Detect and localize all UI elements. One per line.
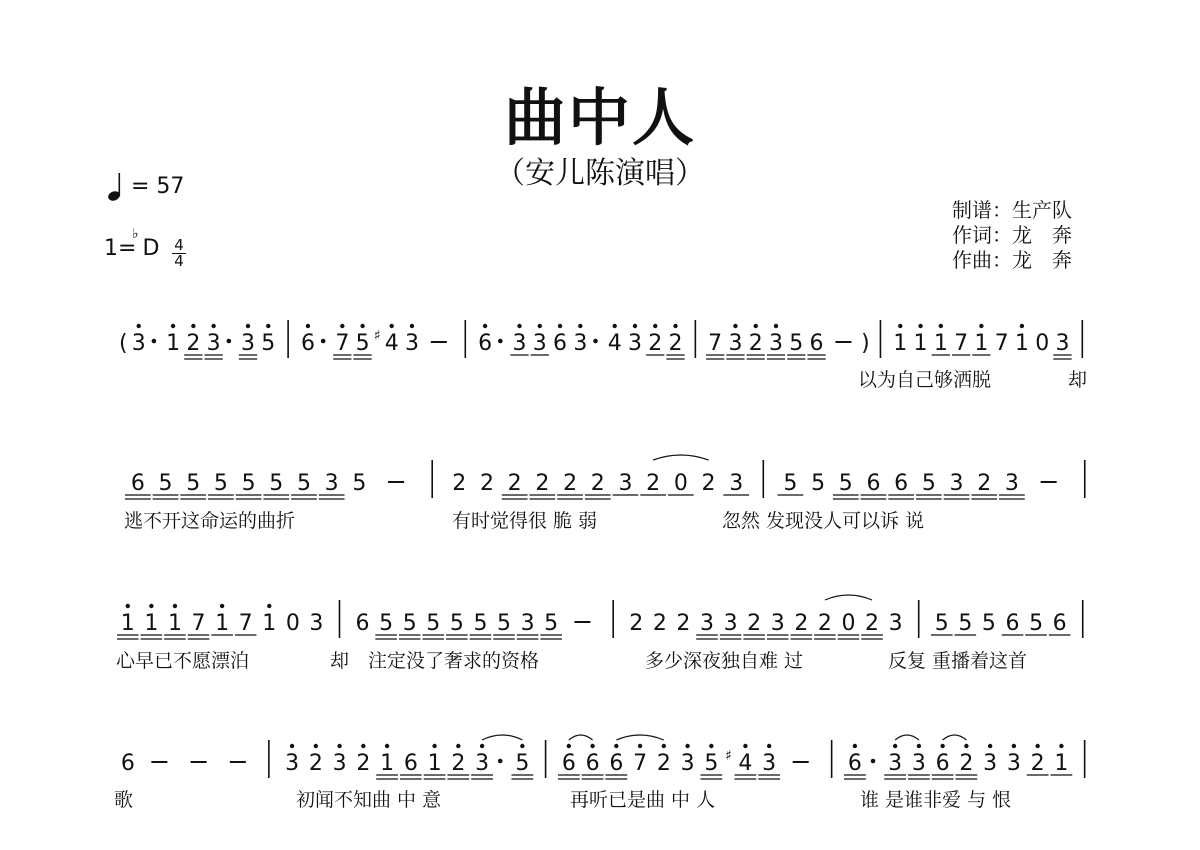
- augmentation-dot: [593, 339, 598, 344]
- note: 6: [403, 751, 418, 776]
- octave-dot: [389, 324, 393, 328]
- note: 2: [747, 611, 762, 636]
- note: 1: [933, 331, 948, 356]
- flat-icon: ♭: [132, 226, 139, 242]
- note: 2: [865, 611, 880, 636]
- octave-dot: [917, 744, 921, 748]
- lyric: 却: [330, 650, 350, 672]
- octave-dot: [360, 324, 364, 328]
- note: 6: [866, 471, 881, 496]
- octave-dot: [432, 744, 436, 748]
- lyric: 多少深夜独自难 过: [645, 650, 804, 672]
- note: 5: [838, 471, 853, 496]
- note: 3: [770, 611, 785, 636]
- octave-dot: [558, 324, 562, 328]
- note: 6: [300, 331, 315, 356]
- sharp-icon: ♯: [724, 748, 732, 764]
- note: 5: [213, 471, 228, 496]
- octave-dot: [893, 744, 897, 748]
- note: 3: [332, 751, 347, 776]
- note: 2: [676, 611, 691, 636]
- note: 6: [935, 751, 950, 776]
- note: 2: [668, 331, 683, 356]
- octave-dot: [191, 324, 195, 328]
- lyric: 有时觉得很 脆 弱: [452, 510, 598, 532]
- note: 2: [308, 751, 323, 776]
- lyric: 初闻不知曲 中 意: [296, 789, 442, 811]
- note: 7: [335, 331, 350, 356]
- paren: (: [118, 331, 128, 356]
- octave-dot: [853, 744, 857, 748]
- octave-dot: [266, 324, 270, 328]
- note: 2: [794, 611, 809, 636]
- note: 4: [384, 331, 399, 356]
- note: 2: [563, 471, 578, 496]
- note: 5: [158, 471, 173, 496]
- octave-dot: [685, 744, 689, 748]
- note: 3: [573, 331, 588, 356]
- note: 5: [379, 611, 394, 636]
- octave-dot: [306, 324, 310, 328]
- paren: ): [861, 331, 870, 356]
- lyric: 心早已不愿漂泊: [116, 650, 250, 672]
- octave-dot: [538, 324, 542, 328]
- note: 5: [352, 471, 367, 496]
- note: 0: [673, 471, 688, 496]
- note: 7: [708, 331, 723, 356]
- note: 2: [817, 611, 832, 636]
- augmentation-dot: [498, 759, 503, 764]
- note: 3: [723, 611, 738, 636]
- note: 5: [783, 471, 798, 496]
- note: 2: [590, 471, 605, 496]
- lyric: 再听已是曲 中 人: [570, 789, 716, 811]
- note: 5: [241, 471, 256, 496]
- note: 3: [627, 331, 642, 356]
- note: 7: [954, 331, 969, 356]
- note: 2: [629, 611, 644, 636]
- note: 1: [144, 611, 159, 636]
- lyric: 却: [1068, 369, 1088, 391]
- augmentation-dot: [227, 339, 232, 344]
- augmentation-dot: [871, 759, 876, 764]
- octave-dot: [337, 744, 341, 748]
- slur: [482, 735, 522, 740]
- note: 3: [206, 331, 221, 356]
- note: 1: [427, 751, 442, 776]
- note: 1: [893, 331, 908, 356]
- note: 1: [215, 611, 230, 636]
- slur: [943, 735, 967, 740]
- note: 5: [296, 471, 311, 496]
- octave-dot: [979, 324, 983, 328]
- meter-top: 4: [174, 236, 184, 254]
- note: 6: [1052, 611, 1067, 636]
- song-title: 曲中人: [503, 81, 696, 154]
- note: 2: [186, 331, 201, 356]
- octave-dot: [578, 324, 582, 328]
- note: 2: [507, 471, 522, 496]
- note: 3: [404, 331, 419, 356]
- note: 3: [241, 331, 256, 356]
- note: 2: [356, 751, 371, 776]
- note: 3: [512, 331, 527, 356]
- octave-dot: [1059, 744, 1063, 748]
- note: 3: [680, 751, 695, 776]
- credit-composer: 作曲：龙 奔: [952, 248, 1072, 272]
- note: 2: [648, 331, 663, 356]
- lyric: 忽然 发现没人可以诉 说: [722, 510, 925, 532]
- octave-dot: [898, 324, 902, 328]
- note: 2: [451, 751, 466, 776]
- note: 3: [520, 611, 535, 636]
- note: 6: [120, 751, 135, 776]
- octave-dot: [314, 744, 318, 748]
- note: 3: [888, 611, 903, 636]
- note: 5: [958, 611, 973, 636]
- note: 5: [269, 471, 284, 496]
- note: 6: [561, 751, 576, 776]
- note: 5: [402, 611, 417, 636]
- meter-bottom: 4: [172, 253, 186, 269]
- octave-dot: [767, 744, 771, 748]
- octave-dot: [211, 324, 215, 328]
- octave-dot: [653, 324, 657, 328]
- key-prefix: 1=: [104, 236, 137, 261]
- octave-dot: [385, 744, 389, 748]
- octave-dot: [939, 324, 943, 328]
- note: 7: [238, 611, 253, 636]
- note: 2: [646, 471, 661, 496]
- note: 6: [130, 471, 145, 496]
- sharp-icon: ♯: [373, 328, 381, 344]
- octave-dot: [567, 744, 571, 748]
- octave-dot: [126, 604, 130, 608]
- lyric: 以为自己够洒脱: [858, 369, 992, 391]
- note: 5: [704, 751, 719, 776]
- note: 3: [700, 611, 715, 636]
- note: 3: [762, 751, 777, 776]
- note: 1: [380, 751, 395, 776]
- note: 4: [738, 751, 753, 776]
- note: 5: [1029, 611, 1044, 636]
- note: 5: [449, 611, 464, 636]
- slur: [653, 455, 708, 460]
- note: 5: [515, 751, 530, 776]
- note: 3: [1006, 751, 1021, 776]
- octave-dot: [456, 744, 460, 748]
- note: 2: [977, 471, 992, 496]
- note: 6: [478, 331, 493, 356]
- note: 0: [1035, 331, 1050, 356]
- note: 3: [475, 751, 490, 776]
- note: 6: [894, 471, 909, 496]
- note: 3: [285, 751, 300, 776]
- note: 4: [607, 331, 622, 356]
- note: 5: [497, 611, 512, 636]
- note: 2: [1030, 751, 1045, 776]
- lyric: 反复 重播着这首: [888, 650, 1028, 672]
- note: 2: [452, 471, 467, 496]
- octave-dot: [517, 324, 521, 328]
- octave-dot: [964, 744, 968, 748]
- slur: [895, 735, 919, 740]
- note: 3: [324, 471, 339, 496]
- octave-dot: [918, 324, 922, 328]
- octave-dot: [171, 324, 175, 328]
- note: 7: [633, 751, 648, 776]
- note: 5: [355, 331, 370, 356]
- octave-dot: [774, 324, 778, 328]
- note: 6: [1005, 611, 1020, 636]
- octave-dot: [1012, 744, 1016, 748]
- note: 3: [1004, 471, 1019, 496]
- octave-dot: [173, 604, 177, 608]
- credit-arranger: 制谱：生产队: [952, 198, 1072, 222]
- slur: [569, 735, 593, 740]
- octave-dot: [614, 744, 618, 748]
- note: 7: [994, 331, 1009, 356]
- note: 0: [841, 611, 856, 636]
- note: 3: [618, 471, 633, 496]
- note: 6: [585, 751, 600, 776]
- octave-dot: [662, 744, 666, 748]
- note: 0: [285, 611, 300, 636]
- octave-dot: [754, 324, 758, 328]
- note: 3: [1055, 331, 1070, 356]
- note: 2: [535, 471, 550, 496]
- octave-dot: [709, 744, 713, 748]
- note: 1: [1014, 331, 1029, 356]
- note: 3: [911, 751, 926, 776]
- note: 3: [729, 471, 744, 496]
- lyric: 谁 是谁非爱 与 恨: [860, 789, 1012, 811]
- note: 1: [120, 611, 135, 636]
- note: 1: [913, 331, 928, 356]
- slur: [616, 735, 664, 740]
- octave-dot: [733, 324, 737, 328]
- augmentation-dot: [152, 339, 157, 344]
- note: 3: [769, 331, 784, 356]
- octave-dot: [267, 604, 271, 608]
- note: 3: [309, 611, 324, 636]
- octave-dot: [483, 324, 487, 328]
- note: 5: [981, 611, 996, 636]
- tempo-value: = 57: [131, 174, 185, 199]
- octave-dot: [340, 324, 344, 328]
- octave-dot: [520, 744, 524, 748]
- note: 3: [728, 331, 743, 356]
- note: 3: [131, 331, 146, 356]
- note: 7: [191, 611, 206, 636]
- note: 5: [934, 611, 949, 636]
- note: 6: [847, 751, 862, 776]
- note: 2: [656, 751, 671, 776]
- note: 6: [809, 331, 824, 356]
- note: 5: [811, 471, 826, 496]
- note: 6: [553, 331, 568, 356]
- note: 3: [949, 471, 964, 496]
- note: 5: [473, 611, 488, 636]
- octave-dot: [480, 744, 484, 748]
- note: 2: [479, 471, 494, 496]
- note: 1: [1054, 751, 1069, 776]
- octave-dot: [410, 324, 414, 328]
- note: 6: [609, 751, 624, 776]
- note: 5: [261, 331, 276, 356]
- octave-dot: [137, 324, 141, 328]
- octave-dot: [1035, 744, 1039, 748]
- slur: [825, 595, 872, 600]
- octave-dot: [633, 324, 637, 328]
- octave-dot: [220, 604, 224, 608]
- note: 1: [974, 331, 989, 356]
- note: 5: [544, 611, 559, 636]
- octave-dot: [612, 324, 616, 328]
- lyric: 注定没了奢求的资格: [368, 650, 540, 672]
- augmentation-dot: [498, 339, 503, 344]
- octave-dot: [361, 744, 365, 748]
- note: 3: [983, 751, 998, 776]
- lyric: 逃不开这命运的曲折: [124, 510, 296, 532]
- octave-dot: [149, 604, 153, 608]
- note: 2: [652, 611, 667, 636]
- lyric: 歌: [114, 789, 134, 811]
- octave-dot: [940, 744, 944, 748]
- octave-dot: [638, 744, 642, 748]
- octave-dot: [743, 744, 747, 748]
- note: 2: [748, 331, 763, 356]
- octave-dot: [290, 744, 294, 748]
- note: 3: [888, 751, 903, 776]
- note: 2: [959, 751, 974, 776]
- augmentation-dot: [321, 339, 326, 344]
- octave-dot: [988, 744, 992, 748]
- song-subtitle: （安儿陈演唱）: [495, 156, 705, 191]
- note: 5: [921, 471, 936, 496]
- note: 2: [701, 471, 716, 496]
- octave-dot: [1020, 324, 1024, 328]
- octave-dot: [673, 324, 677, 328]
- note: 1: [262, 611, 277, 636]
- octave-dot: [590, 744, 594, 748]
- note: 5: [789, 331, 804, 356]
- note: 5: [426, 611, 441, 636]
- note: 6: [355, 611, 370, 636]
- note: 1: [166, 331, 181, 356]
- credit-lyricist: 作词：龙 奔: [952, 223, 1072, 247]
- note: 1: [167, 611, 182, 636]
- key-note: D: [142, 236, 160, 261]
- octave-dot: [246, 324, 250, 328]
- note: 3: [532, 331, 547, 356]
- note: 5: [186, 471, 201, 496]
